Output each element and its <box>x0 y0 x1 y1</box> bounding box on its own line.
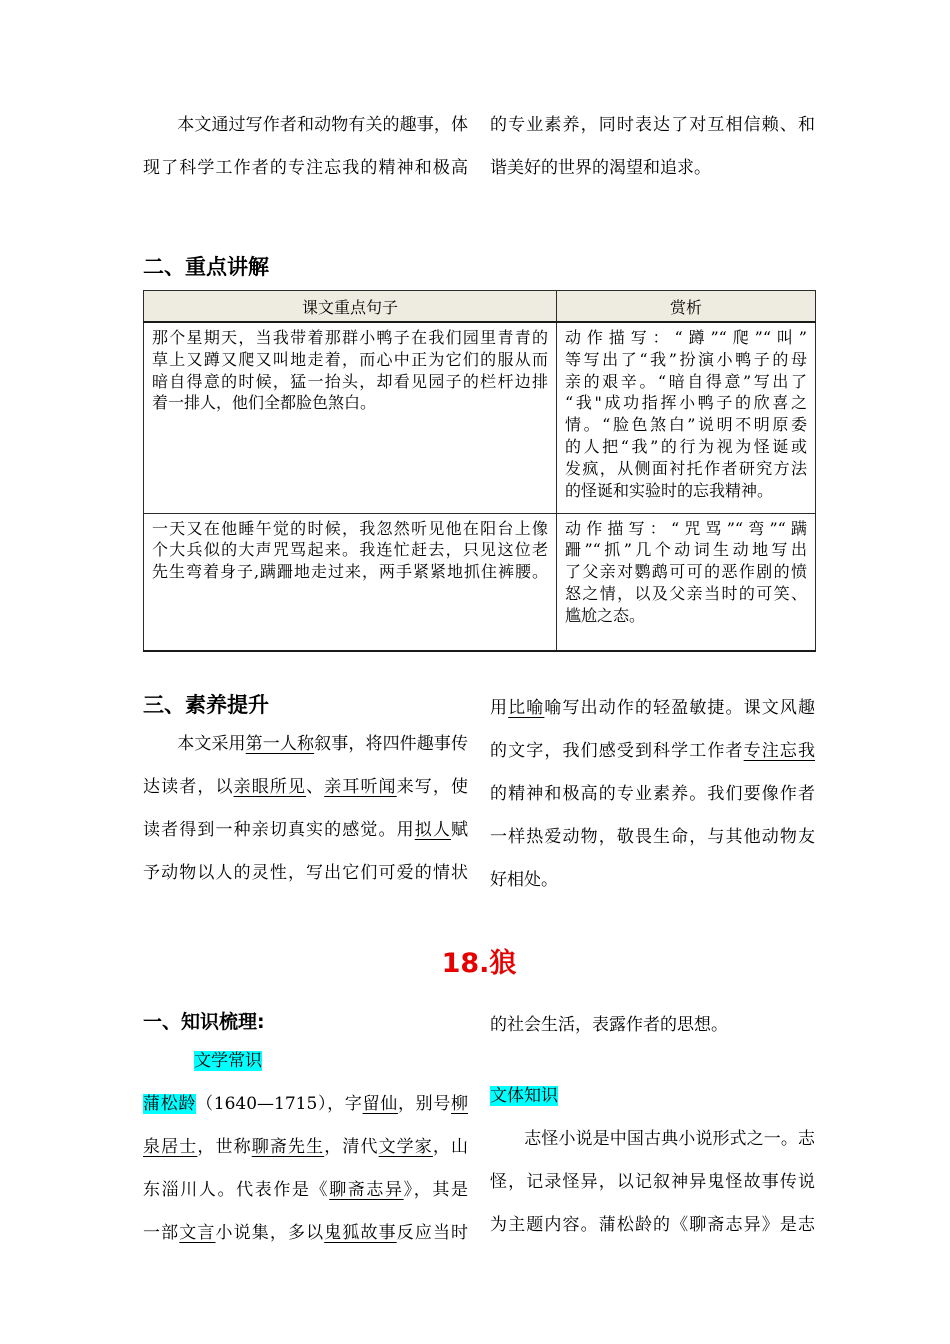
knowledge-left-paragraph: 文学常识 蒲松龄（1640—1715），字留仙，别号柳 泉居士，世称聊斋先生，清代文学家，山 东淄川人。代表作是《聊斋志异》，其是 一部文言小说集，多以鬼狐故事反应当时 <box>143 1051 469 1243</box>
intro-left-column: 本文通过写作者和动物有关的趣事，体 现了科学工作者的专注忘我的精神和极高 <box>143 115 468 178</box>
table-row <box>144 513 816 651</box>
row2-sentence-cell: 一天又在他睡午觉的时候，我忽然听见他在阳台上像 个大兵似的大声咒骂起来。我连忙赶去，只见这位老 先生弯着身子,蹒跚地走过来，两手紧紧地抓住裤腰。 <box>144 513 557 651</box>
knowledge-section <box>143 1004 815 1255</box>
section3-left-paragraph: 本文采用第一人称叙事，将四件趣事传 达读者，以亲眼所见、亲耳听闻来写，使 读者得到一种亲切真实的感觉。用拟人赋 予动物以人的灵性，写出它们可爱的情状 <box>143 734 469 883</box>
table-row <box>144 322 816 513</box>
section3-right-column: 用比喻喻写出动作的轻盈敏捷。课文风趣 的文字，我们感受到科学工作者专注忘我 的精神和极高的专业素养。我们要像作者 一样热爱动物，敬畏生命，与其他动物友 好相处。 <box>490 698 816 890</box>
section3 <box>143 687 815 902</box>
section2-heading: 二、重点讲解 <box>143 255 269 279</box>
section3-left-column <box>143 687 468 902</box>
row1-appreciation-cell: 动作描写：“蹲”“爬”“叫” 等写出了“我”扮演小鸭子的母 亲的艰辛。“暗自得意”写出了 “我"成功指挥小鸭子的欣喜之 情。“脸色煞白”说明不明原委 的人把“我”的行为视为怪诞或 发疯，从侧面衬托作者研究方法 的怪诞和实验时的忘我精神。 <box>557 322 816 513</box>
lesson-title: 18.狼 <box>441 948 517 979</box>
intro-section <box>143 104 815 190</box>
intro-right-column: 的专业素养，同时表达了对互相信赖、和 谐美好的世界的渴望和追求。 <box>490 115 815 178</box>
knowledge-heading: 一、知识梳理: <box>143 1011 265 1033</box>
table-header-sentences: 课文重点句子 <box>144 291 557 323</box>
knowledge-left-column <box>143 1004 468 1255</box>
table-header-row <box>144 291 816 323</box>
row1-sentence-cell: 那个星期天，当我带着那群小鸭子在我们园里青青的 草上又蹲又爬又叫地走着，而心中正为它们的服从而 暗自得意的时候，猛一抬头，却看见园子的栏杆边排 着一排人，他们全都脸色煞白。 <box>144 322 557 513</box>
section3-heading: 三、素养提升 <box>143 693 269 717</box>
analysis-table <box>143 290 816 652</box>
table-header-appreciation: 赏析 <box>557 291 816 323</box>
row2-appreciation-cell: 动作描写：“咒骂”“弯”“蹒 跚”“抓”几个动词生动地写出 了父亲对鹦鹉可可的恶作剧的愤 怒之情，以及父亲当时的可笑、 尴尬之态。 <box>557 513 816 651</box>
knowledge-right-column: 的社会生活，表露作者的思想。 文体知识 志怪小说是中国古典小说形式之一。志 怪，记录怪异，以记叙神异鬼怪故事传说 为主题内容。蒲松龄的《聊斋志异》是志 <box>490 1015 815 1235</box>
